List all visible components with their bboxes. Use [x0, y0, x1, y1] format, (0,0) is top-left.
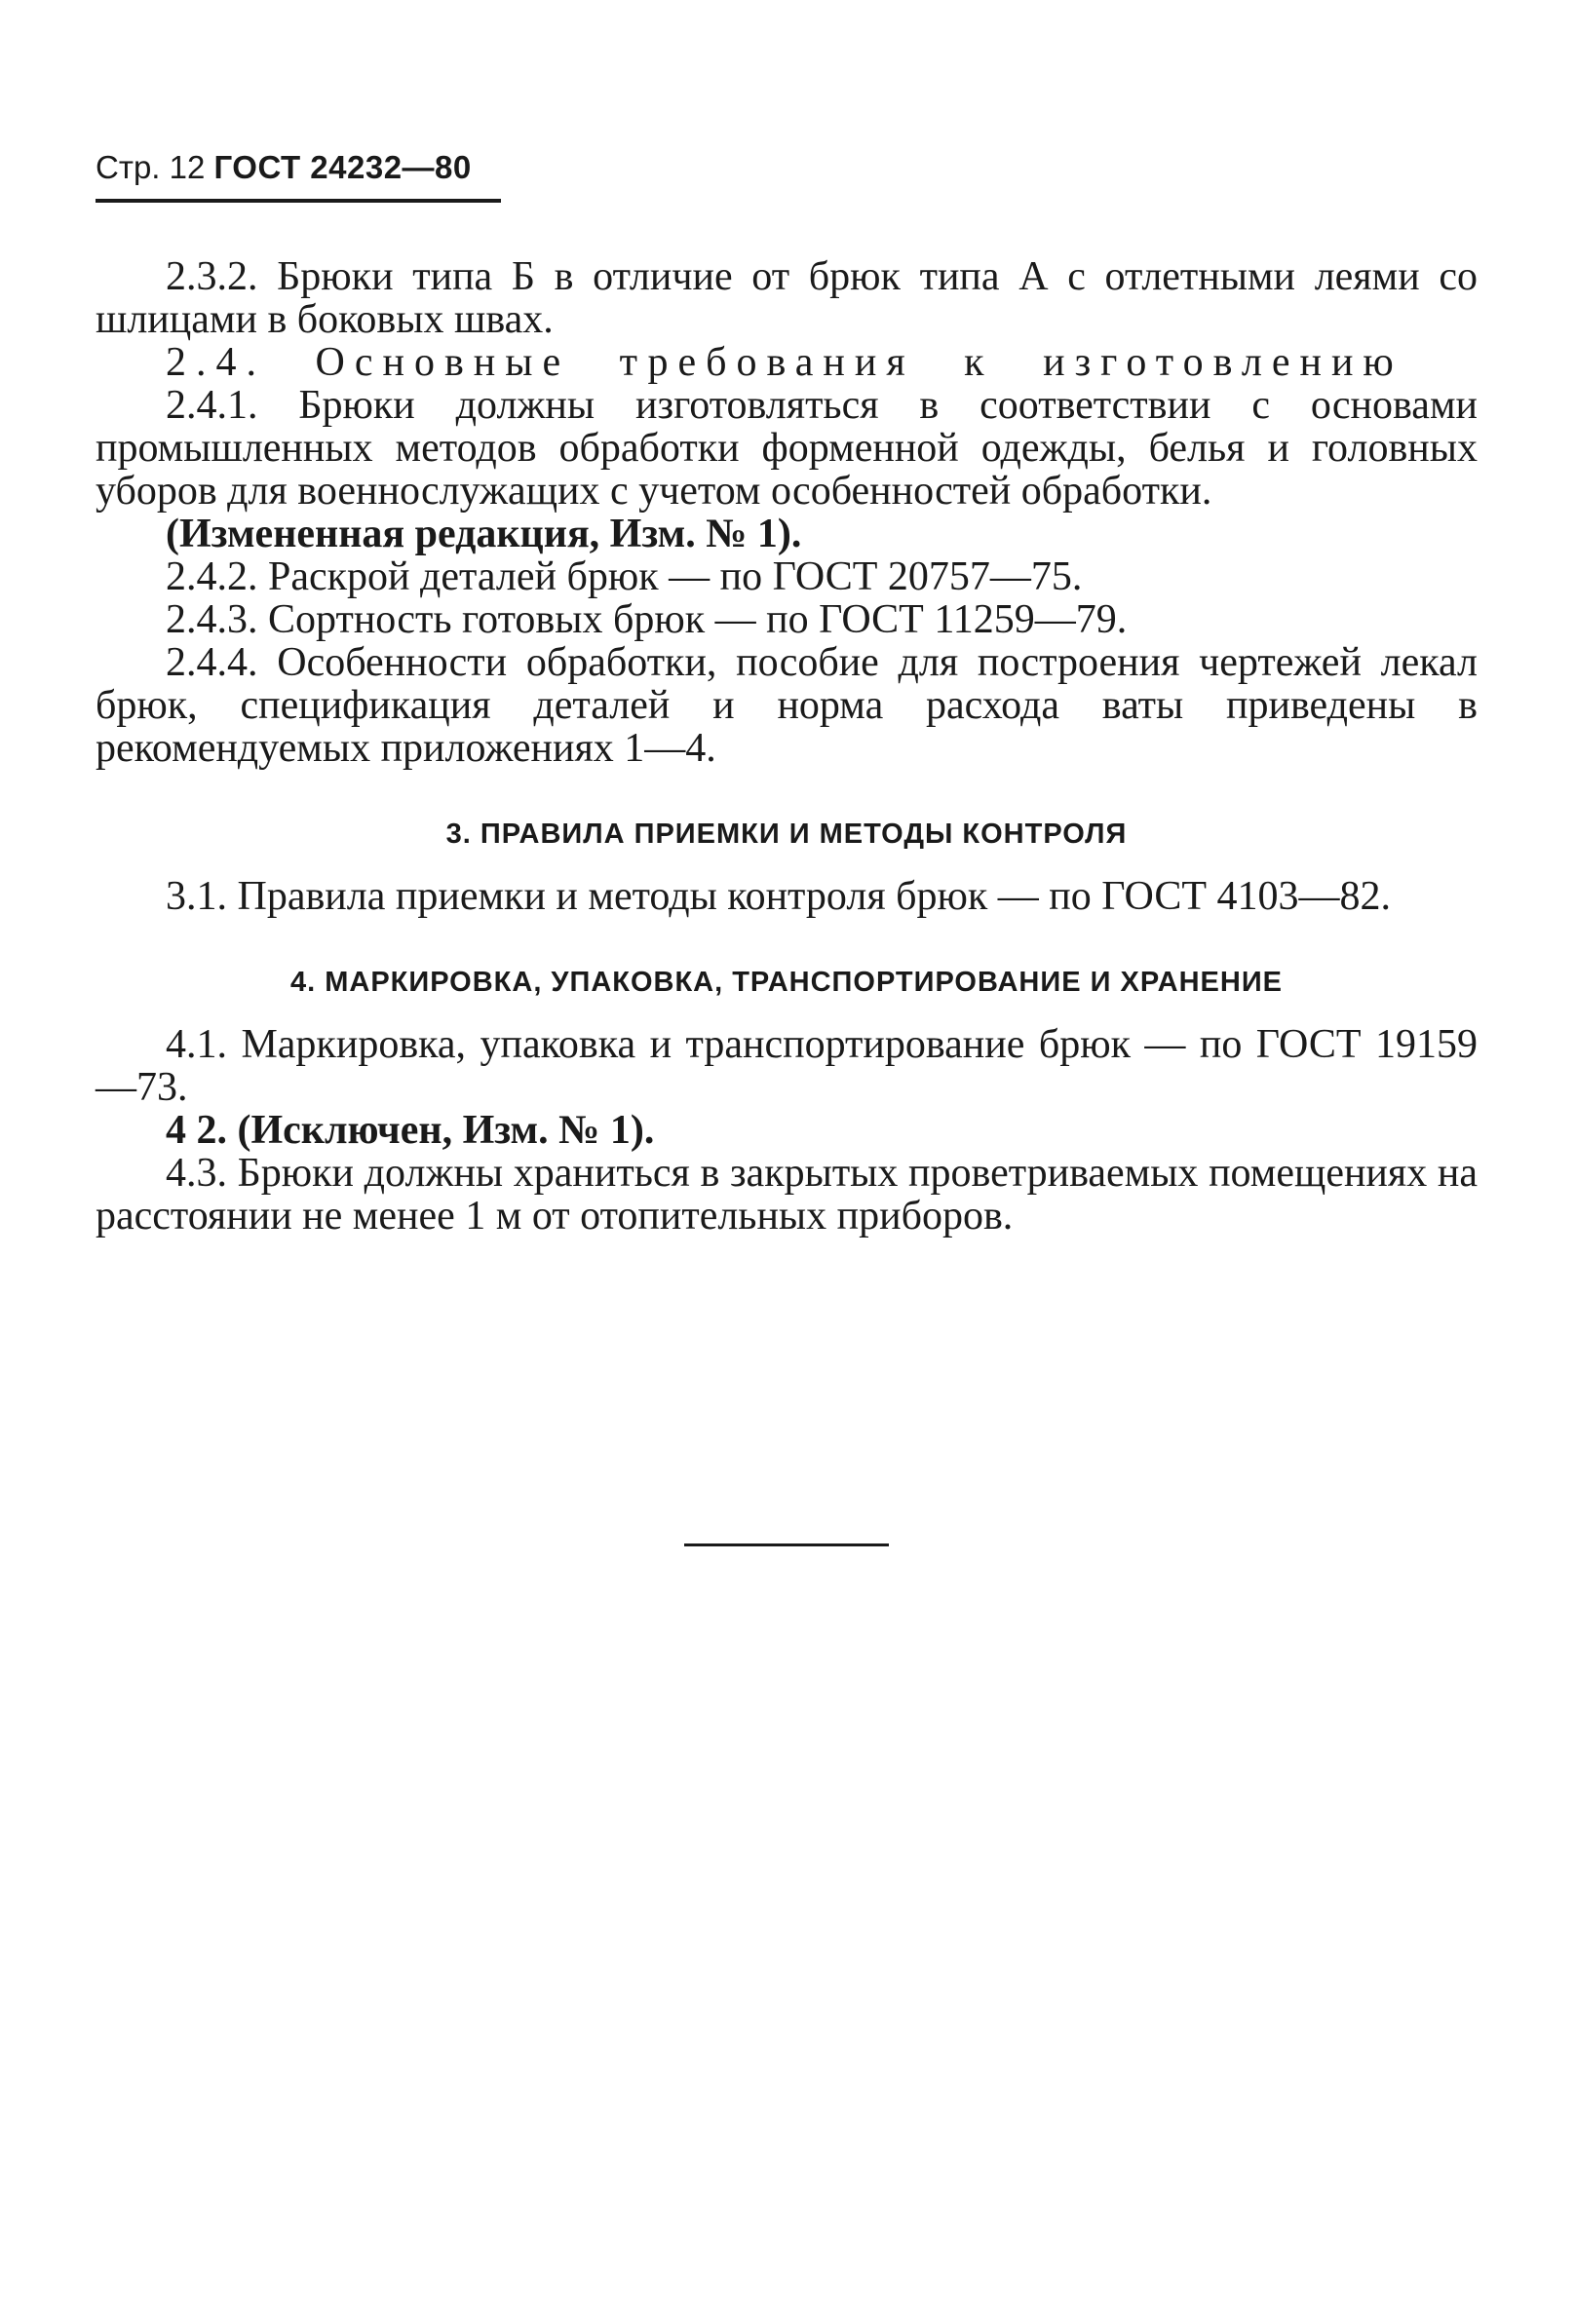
end-rule	[684, 1543, 889, 1546]
section-title-4: 4. МАРКИРОВКА, УПАКОВКА, ТРАНСПОРТИРОВАНИЕ И ХРАНЕНИЕ	[289, 967, 1284, 998]
spacer	[96, 918, 1478, 963]
paragraph-4-3: 4.3. Брюки должны храниться в закрытых проветриваемых помещениях на расстоянии не менее 1 м от отопительных приборов.	[96, 1151, 1478, 1238]
paragraph-4-2: 4 2. (Исключен, Изм. № 1).	[166, 1108, 655, 1153]
paragraph-2-4-3: 2.4.3. Сортность готовых брюк — по ГОСТ 11259—79.	[166, 597, 1128, 642]
subsection-heading-2-4: 2.4. Основные требования к изготовлению	[166, 340, 1403, 385]
header-rule	[96, 199, 501, 203]
spacer	[96, 770, 1478, 815]
page-number: Стр. 12	[96, 149, 206, 185]
paragraph-2-4-2: 2.4.2. Раскрой деталей брюк — по ГОСТ 20757—75.	[166, 554, 1083, 599]
document-body	[96, 255, 1478, 1238]
paragraph-2-4-4: 2.4.4. Особенности обработки, пособие для построения чертежей лекал брюк, спецификация деталей и норма расхода ваты приведены в рекомендуемых приложениях 1—4.	[96, 640, 1478, 771]
spacer	[96, 854, 1478, 875]
paragraph-3-1: 3.1. Правила приемки и методы контроля брюк — по ГОСТ 4103—82.	[166, 874, 1392, 919]
amendment-note: (Измененная редакция, Изм. № 1).	[166, 512, 802, 556]
paragraph-4-1: 4.1. Маркировка, упаковка и транспортирование брюк — по ГОСТ 19159—73.	[96, 1022, 1478, 1110]
standard-number: ГОСТ 24232—80	[213, 149, 472, 185]
spacer	[96, 1002, 1478, 1023]
page-header	[96, 148, 505, 187]
section-title-3: 3. ПРАВИЛА ПРИЕМКИ И МЕТОДЫ КОНТРОЛЯ	[445, 819, 1128, 850]
paragraph-2-3-2: 2.3.2. Брюки типа Б в отличие от брюк типа А с отлетными леями со шлицами в боковых швах.	[96, 254, 1478, 342]
paragraph-2-4-1: 2.4.1. Брюки должны изготовляться в соответствии с основами промышленных методов обработки форменной одежды, белья и головных уборов для военнослужащих с учетом особенностей обработки.	[96, 383, 1478, 514]
